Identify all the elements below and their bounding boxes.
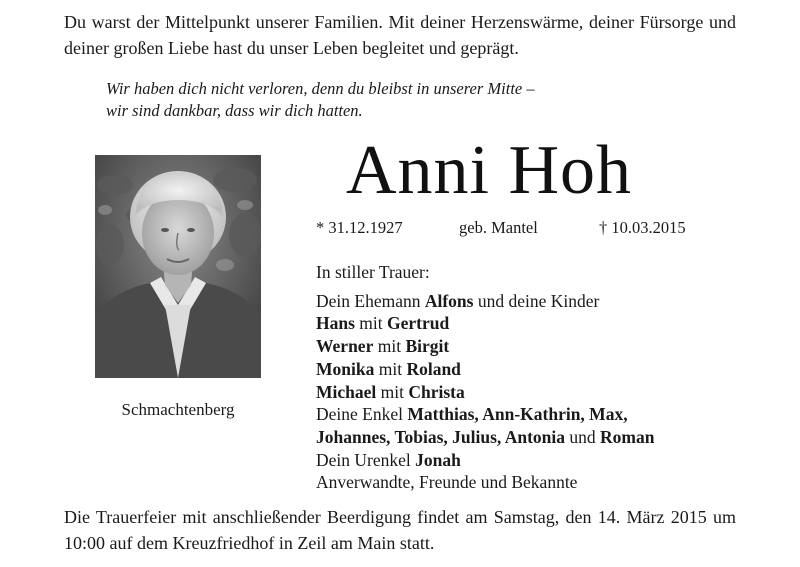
child-partner: Christa (408, 381, 465, 402)
child-name: Hans (316, 313, 355, 334)
grandchildren-last: Roman (600, 426, 655, 447)
grandchildren-prefix: Deine Enkel (316, 404, 408, 425)
grandchildren-names-1: Matthias, Ann-Kathrin, Max, (407, 404, 628, 425)
grandchildren-line-2 (316, 426, 654, 449)
great-grandchild-prefix: Dein Urenkel (316, 449, 416, 470)
grandchildren-and: und (565, 426, 601, 447)
great-grandchild-line (316, 449, 654, 472)
funeral-announcement: Die Trauerfeier mit anschließender Beerdigung findet am Samstag, den 14. März 2015 um 10:00 auf dem Kreuzfriedhof in Zeil am Main statt. (64, 507, 736, 553)
mourners-list (316, 261, 654, 494)
quote-line-1: Wir haben dich nicht verloren, denn du bleibst in unserer Mitte – (106, 79, 535, 98)
child-line (316, 312, 654, 335)
husband-line (316, 290, 654, 313)
child-line (316, 335, 654, 358)
portrait-image (95, 155, 261, 378)
great-grandchild-name: Jonah (415, 449, 461, 470)
birth-date: * 31.12.1927 (316, 218, 403, 237)
child-line (316, 358, 654, 381)
child-with: mit (374, 358, 407, 379)
intro-paragraph: Du warst der Mittelpunkt unserer Familien. Mit deiner Herzenswärme, deiner Fürsorge und deiner großen Liebe hast du unser Leben begleitet und geprägt. (64, 12, 736, 58)
child-with: mit (376, 381, 409, 402)
child-partner: Gertrud (387, 313, 450, 334)
child-partner: Roland (406, 358, 461, 379)
grandchildren-line-1 (316, 403, 654, 426)
death-date: † 10.03.2015 (599, 218, 686, 237)
child-name: Werner (316, 336, 374, 357)
portrait-photo (95, 155, 261, 378)
husband-suffix: und deine Kinder (473, 290, 600, 311)
child-with: mit (373, 336, 406, 357)
maiden-name: geb. Mantel (459, 218, 538, 237)
child-line (316, 381, 654, 404)
child-name: Monika (316, 358, 375, 379)
deceased-name: Anni Hoh (346, 132, 633, 209)
grandchildren-names-2: Johannes, Tobias, Julius, Antonia (316, 426, 566, 447)
mourners-heading: In stiller Trauer: (316, 262, 430, 282)
husband-name: Alfons (424, 290, 474, 311)
hometown-label: Schmachtenberg (121, 400, 235, 419)
quote-line-2: wir sind dankbar, dass wir dich hatten. (106, 101, 363, 120)
child-partner: Birgit (405, 336, 450, 357)
others-line: Anverwandte, Freunde und Bekannte (316, 472, 578, 493)
husband-prefix: Dein Ehemann (316, 290, 425, 311)
memorial-quote (106, 78, 626, 122)
child-name: Michael (316, 381, 377, 402)
child-with: mit (354, 313, 387, 334)
